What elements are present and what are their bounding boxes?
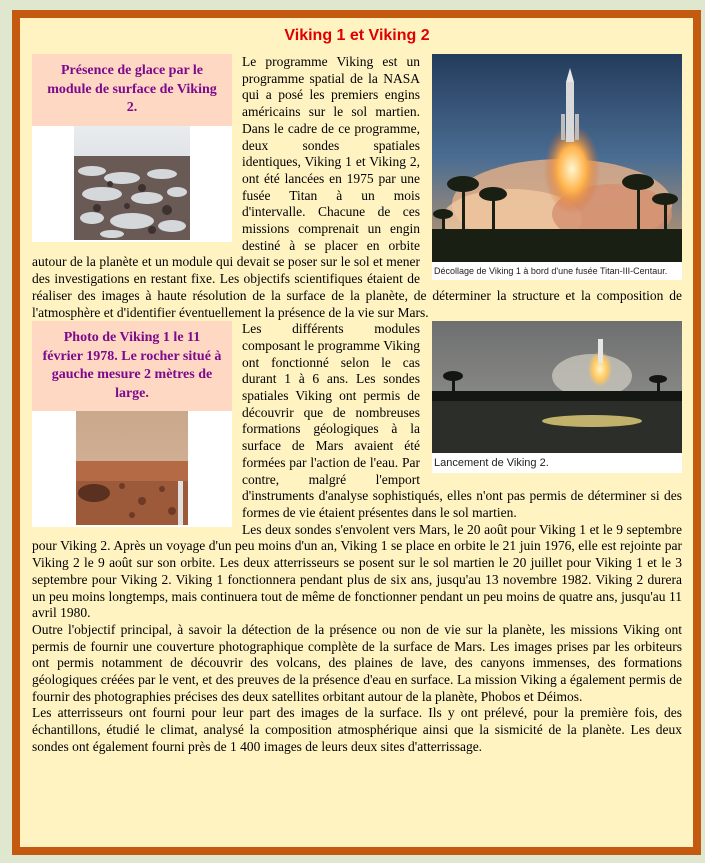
rock-photo-box <box>32 321 232 527</box>
mars-rock-photo <box>32 411 232 527</box>
paragraph-2: Les différents modules composant le programme Viking ont fonctionné selon le cas durant 1 à 6 ans. Les sondes spatiales Viking ont permis de découvrir que de nombreuses formations géologiques à la surface de Mars avaient été formées par l'action de l'eau. Par contre, malgré l'emport d'instruments d'analyse sophistiqués, elles n'ont pas permis de déterminer si des formes de vie étaient présentes dans le sol martien. <box>242 321 682 520</box>
paragraph-5: Les atterrisseurs ont fourni pour leur part des images de la surface. Ils y ont prélevé, pour la première fois, des échantillons, étudié le climat, analysé la composition atmosphérique ainsi que la sismicité de la planète. Les deux sondes ont également fourni près de 1 400 images de leurs deux sites d'atterrissage. <box>32 705 682 754</box>
article-frame <box>12 10 701 855</box>
viking1-launch-caption: Décollage de Viking 1 à bord d'une fusée Titan-III-Centaur. <box>434 266 668 276</box>
paragraph-4: Outre l'objectif principal, à savoir la détection de la présence ou non de vie sur la planète, les missions Viking ont permis de fournir une couverture photographique complète de la surface de Mars. Les images prises par les orbiteurs ont permis notamment de découvrir des volcans, des plaines de lave, des canyons immenses, des formations géologiques créées par le vent, et des preuves de la présence d'eau en surface. La mission Viking a également permis de fournir des photographies précises des deux satellites orbitant autour de la planète, Phobos et Déimos. <box>32 621 682 704</box>
launch-viking1-figure <box>432 54 682 280</box>
viking2-launch-caption: Lancement de Viking 2. <box>434 457 549 470</box>
launch-viking2-figure <box>432 321 682 473</box>
mars-ice-photo <box>32 126 232 242</box>
paragraph-3: Les deux sondes s'envolent vers Mars, le 20 août pour Viking 1 et le 9 septembre pour Viking 2. Après un voyage d'un peu moins d'un an, Viking 1 se place en orbite le 21 juin 1976, elle est rejointe par Viking 2 le 9 août sur son orbite. Les deux atterrisseurs se posent sur le sol martien le 20 juillet pour Viking 1 et le 3 septembre pour Viking 2. Viking 1 fonctionnera pendant plus de six ans, jusqu'au 13 novembre 1982. Viking 2 durera un peu moins longtemps, mais continuera tout de même de fonctionner pendant un peu moins de quatre ans, jusqu'au 11 avril 1980. <box>32 521 682 621</box>
ice-photo-caption: Présence de glace par le module de surface de Viking 2. <box>32 54 232 126</box>
ice-photo-box <box>32 54 232 242</box>
rock-photo-caption: Photo de Viking 1 le 11 février 1978. Le rocher situé à gauche mesure 2 mètres de large. <box>32 321 232 411</box>
article-content <box>32 26 682 756</box>
viking1-launch-photo <box>432 54 682 262</box>
paragraph-1: Le programme Viking est un programme spatial de la NASA qui a posé les premiers engins américains sur le sol martien. Dans le cadre de ce programme, deux sondes spatiales identiques, Viking 1 et Viking 2, ont été lancées en 1975 par une fusée Titan à un mois d'intervalle. Chacune de ces missions comprenait un engin destiné à se placer en orbite autour de la planète et un module qui devait se poser sur le sol et mener des investigations en restant fixe. Les objectifs scientifiques étaient de réaliser des images à haute résolution de la surface de la planète, de déterminer la structure et la composition de l'atmosphère et d'identifier éventuellement la présence de la vie sur Mars. <box>32 54 682 320</box>
page-title: Viking 1 et Viking 2 <box>284 27 430 44</box>
viking2-launch-photo <box>432 321 682 453</box>
